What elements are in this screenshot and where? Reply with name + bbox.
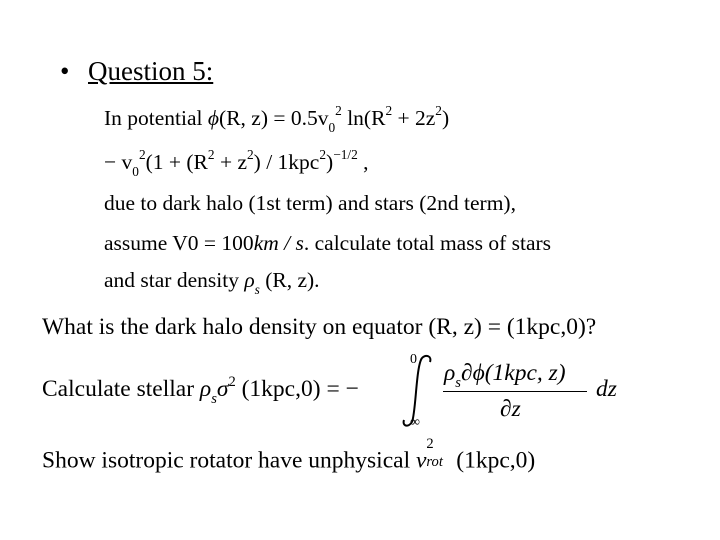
fraction-numerator: $\rho_s\partial\phi(1kpc$, z) (444, 360, 566, 391)
star-density-line: and star density $\rho_s$ (R, z). (104, 268, 320, 297)
dark-halo-stars-line: due to dark halo (1st term) and stars (2nd term), (104, 191, 516, 215)
potential-equation-line: In potential ϕ(R, $z) = 0.5v_0^2$ $\ln(R^2 + 2z^2)$ (104, 103, 450, 135)
assume-v0-line: assume V0 = 100km / s. calculate total mass of stars (104, 231, 552, 255)
vrot-scripts: 2 rot (426, 436, 443, 470)
stellar-dispersion-question: Calculate stellar $\rho_s\sigma^2$ (1kpc,0) = − (42, 374, 359, 407)
integral-lower-limit: ∞ (410, 415, 420, 430)
fraction-denominator: ∂z (500, 396, 521, 422)
question-heading (60, 56, 213, 87)
dark-halo-density-question: What is the dark halo density on equator (R, z) = (1kpc,0)? (42, 314, 597, 340)
integral-upper-limit: 0 (410, 352, 417, 367)
potential-second-term-line: − $v_0^2(1 + (R^2 + z^2) / 1kpc^2)^{-1/2}$ , (104, 147, 369, 179)
isotropic-rotator-question: Show isotropic rotator have unphysical v 2 rot (1kpc,0) (42, 436, 536, 474)
fraction-bar (443, 391, 587, 392)
integral-dz: dz (596, 376, 617, 402)
question-title: Question 5: (88, 56, 214, 86)
bullet-icon: • (60, 56, 70, 86)
